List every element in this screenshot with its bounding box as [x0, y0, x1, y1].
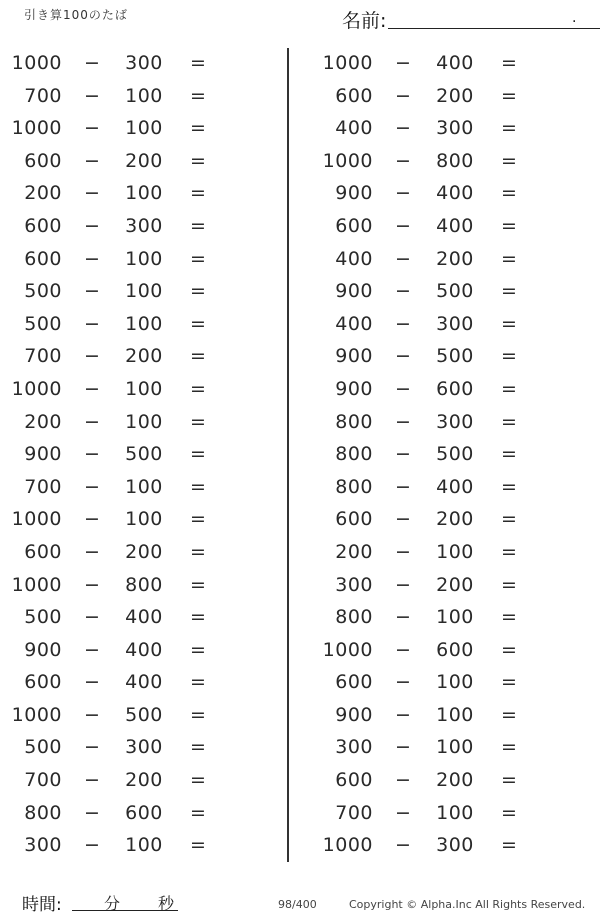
subtrahend: 400: [436, 214, 474, 237]
problem-row: [311, 798, 561, 831]
problem-row: [0, 113, 250, 146]
minus-sign: −: [84, 345, 100, 368]
worksheet-title: 引き算100のたば: [24, 8, 128, 22]
subtrahend: 100: [436, 703, 474, 726]
minuend: 300: [24, 834, 62, 857]
equals-sign: =: [501, 84, 517, 107]
equals-sign: =: [190, 638, 206, 661]
minuend: 800: [24, 801, 62, 824]
minuend: 600: [335, 769, 373, 792]
problem-row: [311, 602, 561, 635]
equals-sign: =: [501, 214, 517, 237]
equals-sign: =: [190, 736, 206, 759]
minus-sign: −: [84, 736, 100, 759]
minus-sign: −: [395, 410, 411, 433]
minus-sign: −: [395, 182, 411, 205]
minuend: 600: [335, 84, 373, 107]
equals-sign: =: [190, 443, 206, 466]
problem-row: [0, 81, 250, 114]
equals-sign: =: [501, 117, 517, 140]
page-number: 98/400: [278, 898, 317, 911]
equals-sign: =: [501, 280, 517, 303]
subtrahend: 200: [436, 84, 474, 107]
minus-sign: −: [84, 312, 100, 335]
equals-sign: =: [190, 84, 206, 107]
minuend: 600: [24, 247, 62, 270]
problem-row: [0, 407, 250, 440]
subtrahend: 100: [436, 736, 474, 759]
problem-row: [0, 244, 250, 277]
subtrahend: 100: [436, 801, 474, 824]
problem-row: [311, 830, 561, 863]
minuend: 600: [24, 671, 62, 694]
time-label: 時間:: [22, 895, 62, 915]
minuend: 900: [24, 638, 62, 661]
subtrahend: 100: [125, 117, 163, 140]
subtrahend: 200: [125, 345, 163, 368]
equals-sign: =: [190, 573, 206, 596]
equals-sign: =: [501, 377, 517, 400]
problem-row: [311, 276, 561, 309]
subtrahend: 400: [125, 606, 163, 629]
subtrahend: 100: [125, 247, 163, 270]
subtrahend: 300: [125, 214, 163, 237]
problem-row: [311, 472, 561, 505]
minus-sign: −: [84, 671, 100, 694]
subtrahend: 300: [125, 52, 163, 74]
equals-sign: =: [190, 540, 206, 563]
equals-sign: =: [190, 117, 206, 140]
equals-sign: =: [501, 312, 517, 335]
problem-row: [0, 635, 250, 668]
subtrahend: 100: [436, 671, 474, 694]
subtrahend: 500: [436, 443, 474, 466]
problem-row: [0, 765, 250, 798]
minus-sign: −: [84, 703, 100, 726]
problem-row: [0, 504, 250, 537]
subtrahend: 400: [436, 52, 474, 74]
problem-row: [0, 309, 250, 342]
equals-sign: =: [501, 606, 517, 629]
minus-sign: −: [395, 443, 411, 466]
equals-sign: =: [501, 801, 517, 824]
equals-sign: =: [190, 149, 206, 172]
subtrahend: 500: [436, 345, 474, 368]
equals-sign: =: [190, 345, 206, 368]
minus-sign: −: [395, 606, 411, 629]
problem-row: [311, 635, 561, 668]
subtrahend: 100: [125, 182, 163, 205]
minus-sign: −: [84, 214, 100, 237]
equals-sign: =: [190, 703, 206, 726]
subtrahend: 300: [436, 312, 474, 335]
right-problem-column: [311, 48, 561, 863]
equals-sign: =: [501, 638, 517, 661]
equals-sign: =: [190, 475, 206, 498]
problem-row: [0, 439, 250, 472]
subtrahend: 100: [125, 475, 163, 498]
minuend: 700: [335, 801, 373, 824]
equals-sign: =: [501, 703, 517, 726]
minus-sign: −: [395, 703, 411, 726]
subtrahend: 600: [436, 377, 474, 400]
name-label: 名前:: [342, 10, 387, 32]
minuend: 600: [24, 149, 62, 172]
problem-row: [311, 81, 561, 114]
minuend: 800: [335, 443, 373, 466]
problem-row: [0, 537, 250, 570]
minuend: 1000: [322, 52, 373, 74]
problem-row: [311, 667, 561, 700]
minuend: 1000: [11, 573, 62, 596]
minuend: 300: [335, 573, 373, 596]
minus-sign: −: [84, 443, 100, 466]
minus-sign: −: [84, 182, 100, 205]
equals-sign: =: [190, 410, 206, 433]
minuend: 700: [24, 345, 62, 368]
minus-sign: −: [84, 540, 100, 563]
minuend: 900: [24, 443, 62, 466]
equals-sign: =: [190, 214, 206, 237]
problem-row: [311, 537, 561, 570]
minus-sign: −: [84, 573, 100, 596]
subtrahend: 500: [436, 280, 474, 303]
seconds-label: 秒: [158, 894, 175, 913]
minus-sign: −: [395, 377, 411, 400]
subtrahend: 200: [436, 573, 474, 596]
equals-sign: =: [501, 834, 517, 857]
problem-row: [0, 570, 250, 603]
subtrahend: 300: [436, 834, 474, 857]
subtrahend: 400: [436, 182, 474, 205]
name-field: [342, 4, 582, 32]
subtrahend: 100: [125, 410, 163, 433]
equals-sign: =: [190, 377, 206, 400]
subtrahend: 800: [125, 573, 163, 596]
equals-sign: =: [190, 247, 206, 270]
problem-row: [0, 602, 250, 635]
equals-sign: =: [190, 769, 206, 792]
minuend: 600: [24, 214, 62, 237]
subtrahend: 300: [436, 117, 474, 140]
subtrahend: 100: [125, 312, 163, 335]
minuend: 500: [24, 736, 62, 759]
minus-sign: −: [395, 671, 411, 694]
equals-sign: =: [190, 312, 206, 335]
minuend: 600: [335, 671, 373, 694]
subtrahend: 100: [125, 280, 163, 303]
equals-sign: =: [501, 769, 517, 792]
minuend: 1000: [11, 52, 62, 74]
problem-row: [311, 732, 561, 765]
problem-row: [0, 700, 250, 733]
minuend: 400: [335, 247, 373, 270]
minuend: 1000: [322, 149, 373, 172]
minuend: 900: [335, 377, 373, 400]
minuend: 600: [24, 540, 62, 563]
minus-sign: −: [84, 84, 100, 107]
minuend: 500: [24, 312, 62, 335]
minuend: 600: [335, 508, 373, 531]
minuend: 200: [335, 540, 373, 563]
minuend: 800: [335, 410, 373, 433]
equals-sign: =: [190, 182, 206, 205]
problem-row: [0, 830, 250, 863]
minus-sign: −: [84, 52, 100, 74]
problem-row: [311, 765, 561, 798]
equals-sign: =: [190, 671, 206, 694]
subtrahend: 100: [125, 508, 163, 531]
problem-row: [0, 178, 250, 211]
equals-sign: =: [501, 573, 517, 596]
minus-sign: −: [395, 52, 411, 74]
minus-sign: −: [395, 475, 411, 498]
minuend: 900: [335, 280, 373, 303]
name-dot: .: [572, 10, 577, 26]
minuend: 900: [335, 703, 373, 726]
problem-row: [311, 504, 561, 537]
equals-sign: =: [190, 801, 206, 824]
minus-sign: −: [395, 214, 411, 237]
subtrahend: 600: [125, 801, 163, 824]
problem-row: [311, 374, 561, 407]
minus-sign: −: [84, 606, 100, 629]
minuend: 1000: [11, 508, 62, 531]
minus-sign: −: [395, 149, 411, 172]
footer: [0, 888, 600, 914]
minuend: 1000: [11, 117, 62, 140]
minus-sign: −: [84, 377, 100, 400]
minus-sign: −: [395, 247, 411, 270]
minus-sign: −: [84, 508, 100, 531]
minuend: 900: [335, 345, 373, 368]
equals-sign: =: [501, 671, 517, 694]
minus-sign: −: [395, 84, 411, 107]
minus-sign: −: [84, 280, 100, 303]
subtrahend: 200: [436, 508, 474, 531]
equals-sign: =: [501, 540, 517, 563]
minus-sign: −: [395, 508, 411, 531]
problem-row: [0, 667, 250, 700]
minuend: 300: [335, 736, 373, 759]
equals-sign: =: [501, 247, 517, 270]
minuend: 900: [335, 182, 373, 205]
subtrahend: 200: [436, 247, 474, 270]
minus-sign: −: [395, 540, 411, 563]
subtrahend: 400: [125, 638, 163, 661]
minus-sign: −: [395, 312, 411, 335]
subtrahend: 500: [125, 703, 163, 726]
equals-sign: =: [501, 443, 517, 466]
subtrahend: 100: [436, 606, 474, 629]
copyright-text: Copyright © Alpha.Inc All Rights Reserved.: [349, 898, 586, 911]
problem-row: [311, 439, 561, 472]
minus-sign: −: [84, 638, 100, 661]
minuend: 600: [335, 214, 373, 237]
minuend: 700: [24, 84, 62, 107]
minus-sign: −: [84, 769, 100, 792]
equals-sign: =: [501, 149, 517, 172]
problem-row: [311, 407, 561, 440]
subtrahend: 600: [436, 638, 474, 661]
problem-row: [311, 341, 561, 374]
column-divider: [287, 48, 289, 862]
problem-row: [0, 48, 250, 81]
name-underline: [388, 28, 600, 29]
subtrahend: 200: [125, 149, 163, 172]
problem-row: [311, 113, 561, 146]
subtrahend: 100: [125, 377, 163, 400]
subtrahend: 400: [436, 475, 474, 498]
problem-row: [0, 276, 250, 309]
minus-sign: −: [84, 117, 100, 140]
minus-sign: −: [395, 573, 411, 596]
minuend: 200: [24, 410, 62, 433]
equals-sign: =: [501, 52, 517, 74]
subtrahend: 100: [125, 834, 163, 857]
minuend: 700: [24, 769, 62, 792]
minus-sign: −: [84, 247, 100, 270]
problem-row: [311, 570, 561, 603]
problem-row: [311, 48, 561, 81]
minus-sign: −: [395, 736, 411, 759]
subtrahend: 200: [125, 769, 163, 792]
subtrahend: 100: [125, 84, 163, 107]
problem-row: [311, 146, 561, 179]
minuend: 800: [335, 606, 373, 629]
minuend: 700: [24, 475, 62, 498]
left-problem-column: [0, 48, 250, 863]
minuend: 800: [335, 475, 373, 498]
minuend: 200: [24, 182, 62, 205]
problem-row: [0, 798, 250, 831]
equals-sign: =: [190, 52, 206, 74]
equals-sign: =: [501, 182, 517, 205]
subtrahend: 200: [125, 540, 163, 563]
problem-row: [311, 178, 561, 211]
minus-sign: −: [84, 801, 100, 824]
subtrahend: 300: [125, 736, 163, 759]
minuend: 500: [24, 606, 62, 629]
minus-sign: −: [84, 410, 100, 433]
minuend: 500: [24, 280, 62, 303]
problem-row: [0, 374, 250, 407]
problem-row: [311, 244, 561, 277]
subtrahend: 100: [436, 540, 474, 563]
minus-sign: −: [395, 345, 411, 368]
equals-sign: =: [501, 475, 517, 498]
minus-sign: −: [84, 149, 100, 172]
equals-sign: =: [501, 736, 517, 759]
subtrahend: 400: [125, 671, 163, 694]
equals-sign: =: [190, 834, 206, 857]
subtrahend: 800: [436, 149, 474, 172]
equals-sign: =: [501, 410, 517, 433]
subtrahend: 500: [125, 443, 163, 466]
subtrahend: 300: [436, 410, 474, 433]
equals-sign: =: [190, 508, 206, 531]
minuend: 1000: [322, 834, 373, 857]
problem-row: [0, 146, 250, 179]
minus-sign: −: [395, 801, 411, 824]
minuend: 1000: [11, 703, 62, 726]
subtrahend: 200: [436, 769, 474, 792]
minuend: 1000: [11, 377, 62, 400]
equals-sign: =: [190, 280, 206, 303]
minuend: 400: [335, 312, 373, 335]
minuend: 400: [335, 117, 373, 140]
minus-sign: −: [84, 475, 100, 498]
equals-sign: =: [501, 345, 517, 368]
minuend: 1000: [322, 638, 373, 661]
problem-row: [0, 211, 250, 244]
problem-row: [0, 732, 250, 765]
minus-sign: −: [395, 117, 411, 140]
problem-row: [311, 211, 561, 244]
problem-row: [311, 700, 561, 733]
problem-row: [0, 341, 250, 374]
problem-row: [311, 309, 561, 342]
problem-row: [0, 472, 250, 505]
minutes-label: 分: [104, 894, 121, 913]
minus-sign: −: [84, 834, 100, 857]
minus-sign: −: [395, 280, 411, 303]
equals-sign: =: [501, 508, 517, 531]
equals-sign: =: [190, 606, 206, 629]
minus-sign: −: [395, 769, 411, 792]
minus-sign: −: [395, 834, 411, 857]
minus-sign: −: [395, 638, 411, 661]
